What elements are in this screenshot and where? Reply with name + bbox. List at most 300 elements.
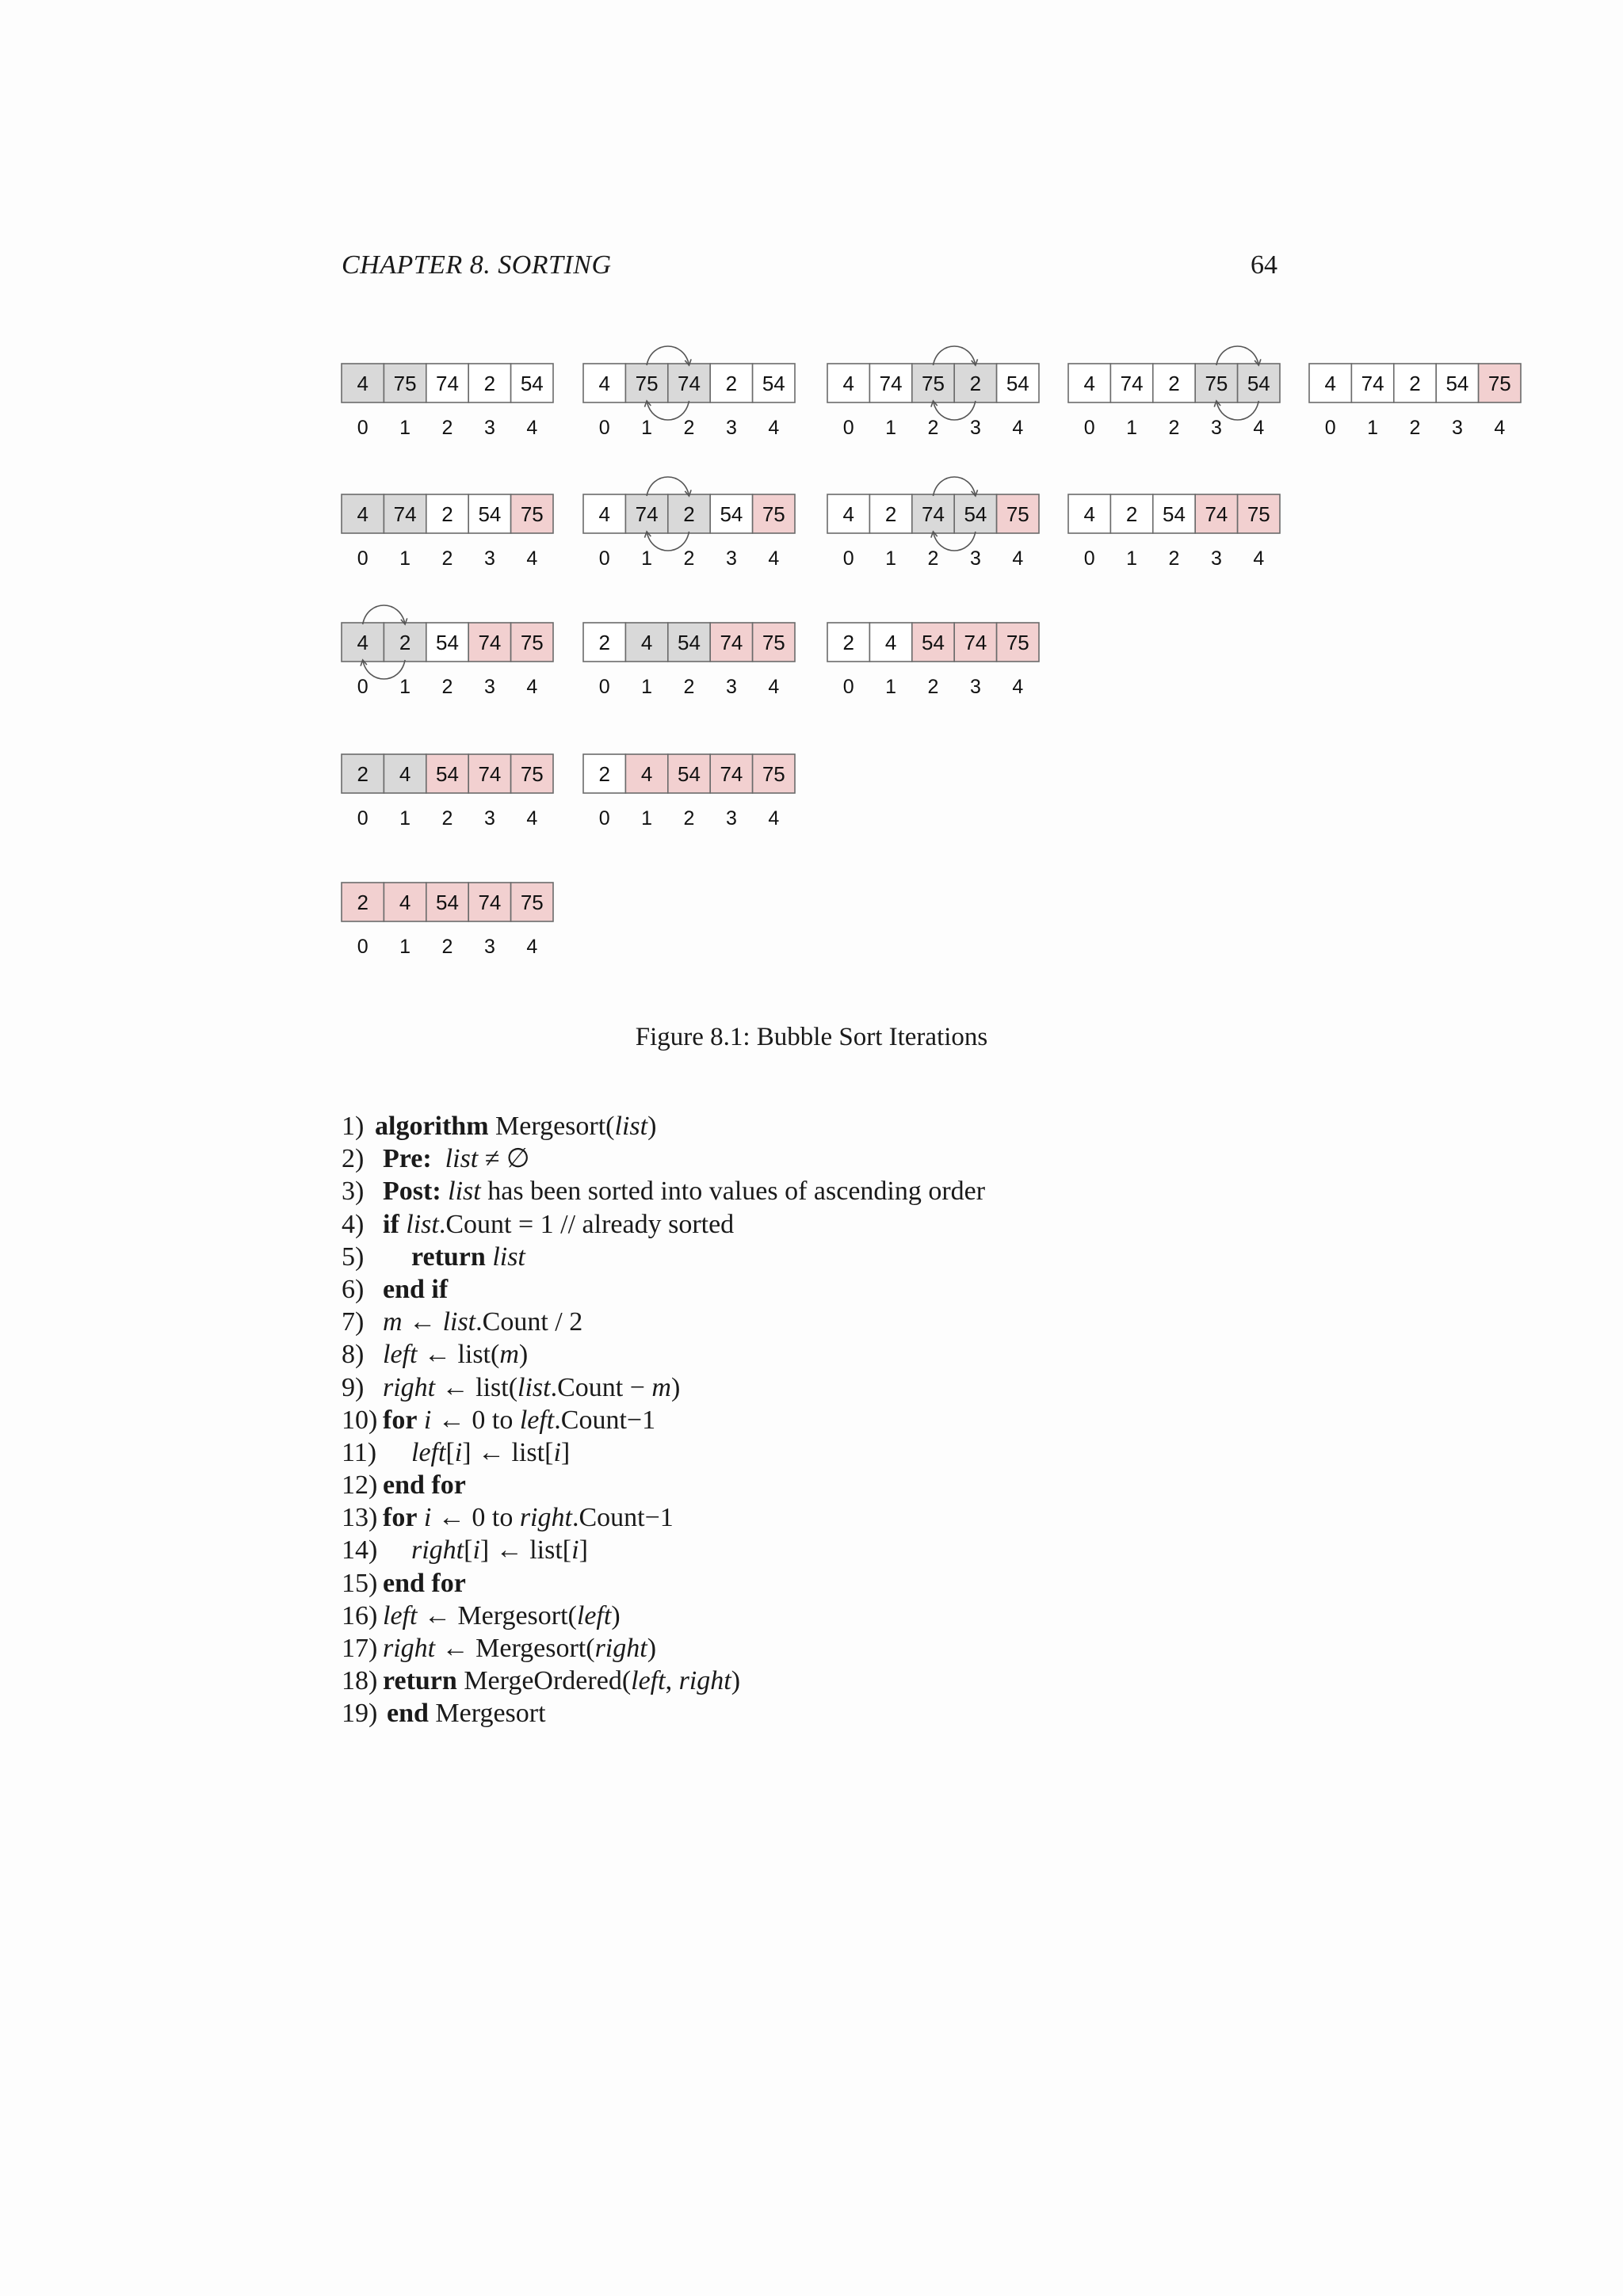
array-cell-value: 4 [884, 631, 897, 654]
array-cell-value: 2 [399, 631, 411, 654]
array-cell-value: 2 [683, 502, 695, 526]
array-index-label: 2 [683, 676, 695, 698]
array-index-label: 3 [1210, 547, 1222, 570]
array-index-label: 3 [725, 547, 737, 570]
algorithm-line [342, 1436, 1372, 1469]
array-index-label: 1 [641, 547, 653, 570]
array-cell-value: 2 [357, 762, 369, 786]
line-number: 4) [342, 1209, 365, 1239]
algorithm-line [342, 1697, 1372, 1730]
array-cell-value: 2 [884, 502, 897, 526]
array-index-label: 4 [526, 807, 538, 830]
array-index-label: 4 [1494, 417, 1506, 439]
array-cell-value: 75 [393, 372, 417, 395]
array-cell-value: 54 [1445, 372, 1469, 395]
array-index-label: 2 [927, 547, 939, 570]
array-cell-value: 74 [393, 502, 417, 526]
array-index-label: 3 [1210, 417, 1222, 439]
array-cell-value: 75 [520, 631, 544, 654]
code-text: ] ← list[ [479, 1535, 572, 1566]
array-cell-value: 54 [762, 372, 785, 395]
code-text: .Count−1 [571, 1503, 674, 1533]
line-body [411, 1241, 525, 1273]
array-cell-value: 2 [598, 762, 610, 786]
line-body [383, 1632, 656, 1665]
code-text: , [665, 1666, 679, 1696]
array-cell-value: 4 [399, 762, 411, 786]
keyword: for [383, 1503, 418, 1533]
mergesort-algorithm [342, 1110, 1372, 1730]
array-index-label: 3 [483, 676, 495, 698]
array-cell-value: 74 [478, 631, 502, 654]
array-index-label: 4 [1012, 547, 1024, 570]
line-body [383, 1404, 655, 1436]
array-cell-value: 2 [598, 631, 610, 654]
array-index-label: 3 [969, 417, 981, 439]
array-cell-value: 75 [762, 502, 785, 526]
variable: list [448, 1177, 481, 1207]
variable: i [423, 1405, 432, 1435]
algorithm-line [342, 1665, 1372, 1697]
array-index-label: 1 [641, 417, 653, 439]
algorithm-line [342, 1208, 1372, 1241]
array-index-label: 0 [1083, 547, 1095, 570]
code-text: ← 0 to [431, 1405, 520, 1435]
variable: left [411, 1437, 446, 1467]
line-body [383, 1371, 680, 1404]
array-cell-value: 74 [635, 502, 659, 526]
variable: i [553, 1437, 561, 1467]
array-index-label: 0 [598, 547, 610, 570]
algorithm-line [342, 1273, 1372, 1306]
line-number: 18) [342, 1666, 378, 1696]
line-number: 3) [342, 1177, 365, 1207]
swap-arrow-top [1216, 346, 1258, 365]
variable: right [519, 1503, 572, 1533]
array-index-label: 0 [598, 807, 610, 830]
keyword: Pre: [383, 1144, 432, 1174]
array-cell-value: 4 [357, 631, 369, 654]
code-text: .Count = 1 // already sorted [438, 1209, 735, 1239]
code-text: ← list( [435, 1372, 518, 1402]
array-cell-value: 54 [478, 502, 502, 526]
swap-arrow-bottom [934, 401, 976, 420]
line-body [411, 1436, 570, 1469]
array-cell-value: 2 [969, 372, 982, 395]
array-cell-value: 4 [598, 502, 610, 526]
array-index-label: 2 [927, 676, 939, 698]
array-index-label: 4 [526, 547, 538, 570]
code-text [441, 1177, 449, 1206]
array-index-label: 2 [441, 807, 453, 830]
line-body [383, 1469, 466, 1501]
algorithm-line [342, 1501, 1372, 1534]
line-number: 9) [342, 1372, 365, 1402]
array-index-label: 3 [1451, 417, 1463, 439]
array-index-label: 3 [969, 547, 981, 570]
line-number: 16) [342, 1600, 378, 1630]
array-cell-value: 74 [1120, 372, 1144, 395]
array-index-label: 0 [357, 676, 369, 698]
array-state [1068, 346, 1280, 439]
array-cell-value: 2 [1125, 502, 1138, 526]
array-cell-value: 2 [725, 372, 738, 395]
algorithm-line [342, 1142, 1372, 1175]
swap-arrow-top [934, 477, 976, 496]
array-index-label: 0 [357, 936, 369, 958]
code-text: Mergesort( [488, 1112, 615, 1141]
array-cell-value: 75 [520, 891, 544, 914]
code-text: ← Mergesort( [435, 1634, 595, 1663]
variable: right [594, 1634, 647, 1663]
keyword: end for [383, 1470, 466, 1501]
array-index-label: 3 [483, 936, 495, 958]
variable: list [445, 1144, 479, 1174]
array-cell-value: 4 [842, 372, 854, 395]
line-body [383, 1306, 582, 1338]
code-text: ) [731, 1666, 741, 1696]
code-text [417, 1405, 424, 1435]
array-cell-value: 54 [1006, 372, 1029, 395]
chapter-header: CHAPTER 8. SORTING [342, 250, 612, 280]
array-index-label: 4 [526, 417, 538, 439]
variable: i [472, 1535, 480, 1566]
keyword: for [383, 1405, 418, 1435]
code-text: ) [518, 1340, 529, 1370]
variable: left [576, 1600, 612, 1630]
array-cell-value: 74 [922, 502, 945, 526]
code-text: ] ← list[ [462, 1437, 554, 1467]
array-index-label: 2 [683, 807, 695, 830]
variable: right [383, 1372, 436, 1402]
variable: list [406, 1209, 439, 1239]
array-index-label: 1 [399, 547, 411, 570]
array-index-label: 2 [441, 547, 453, 570]
array-cell-value: 75 [762, 762, 785, 786]
code-text: .Count − [550, 1372, 652, 1402]
array-cell-value: 75 [1006, 631, 1029, 654]
array-index-label: 4 [768, 547, 780, 570]
array-cell-value: 74 [436, 372, 459, 395]
swap-arrow-top [363, 605, 405, 624]
code-text: ≠ ∅ [478, 1144, 530, 1174]
variable: i [423, 1503, 432, 1533]
array-index-label: 4 [768, 676, 780, 698]
line-number: 13) [342, 1503, 378, 1533]
array-cell-value: 54 [964, 502, 987, 526]
algorithm-line [342, 1469, 1372, 1501]
array-index-label: 1 [885, 547, 897, 570]
array-cell-value: 74 [478, 762, 502, 786]
array-state [583, 477, 795, 570]
array-cell-value: 74 [1205, 502, 1228, 526]
array-cell-value: 4 [640, 762, 653, 786]
array-cell-value: 75 [1247, 502, 1270, 526]
array-index-label: 1 [399, 676, 411, 698]
variable: list [492, 1241, 525, 1272]
array-state [342, 605, 553, 698]
keyword: algorithm [375, 1112, 489, 1141]
code-text [399, 1210, 407, 1239]
variable: i [454, 1437, 463, 1467]
code-text: has been sorted into values of ascending order [480, 1177, 986, 1207]
array-cell-value: 4 [1083, 502, 1095, 526]
array-cell-value: 2 [842, 631, 854, 654]
variable: m [651, 1372, 671, 1402]
array-cell-value: 75 [1006, 502, 1029, 526]
array-state [342, 364, 553, 439]
swap-arrow-top [647, 477, 689, 496]
array-cell-value: 75 [635, 372, 659, 395]
array-index-label: 3 [725, 807, 737, 830]
array-cell-value: 54 [1163, 502, 1186, 526]
array-cell-value: 4 [357, 502, 369, 526]
array-index-label: 3 [969, 676, 981, 698]
code-text: ← 0 to [431, 1503, 520, 1533]
array-index-label: 0 [842, 547, 854, 570]
array-index-label: 1 [399, 417, 411, 439]
line-number: 14) [342, 1535, 378, 1566]
array-index-label: 2 [441, 936, 453, 958]
line-body [383, 1501, 674, 1534]
array-index-label: 1 [885, 676, 897, 698]
line-body [383, 1567, 466, 1600]
swap-arrow-bottom [647, 401, 689, 420]
line-body [383, 1175, 985, 1207]
array-state [583, 754, 795, 830]
variable: i [571, 1535, 579, 1566]
page-number: 64 [1251, 250, 1277, 280]
array-index-label: 0 [598, 417, 610, 439]
algorithm-line [342, 1632, 1372, 1665]
array-cell-value: 54 [678, 762, 701, 786]
code-text: ) [611, 1600, 621, 1630]
code-text: Mergesort [428, 1699, 546, 1729]
array-cell-value: 54 [922, 631, 945, 654]
code-text: ← [402, 1307, 443, 1337]
figure-caption: Figure 8.1: Bubble Sort Iterations [635, 1023, 988, 1051]
array-cell-value: 2 [1409, 372, 1421, 395]
line-body [383, 1142, 530, 1175]
variable: right [411, 1535, 464, 1566]
algorithm-line [342, 1600, 1372, 1632]
array-state [1068, 494, 1280, 570]
array-cell-value: 75 [762, 631, 785, 654]
algorithm-line [342, 1338, 1372, 1371]
code-text: ] [560, 1437, 571, 1467]
array-index-label: 2 [1409, 417, 1421, 439]
array-cell-value: 4 [1324, 372, 1336, 395]
array-state [1309, 364, 1521, 439]
swap-arrow-bottom [363, 660, 405, 679]
array-cell-value: 54 [678, 631, 701, 654]
variable: m [499, 1340, 519, 1370]
line-body [383, 1600, 621, 1632]
line-body [387, 1697, 546, 1730]
array-index-label: 0 [357, 547, 369, 570]
code-text: .Count / 2 [475, 1307, 583, 1337]
array-cell-value: 75 [520, 502, 544, 526]
array-cell-value: 4 [1083, 372, 1095, 395]
array-state [342, 754, 553, 830]
array-index-label: 3 [483, 547, 495, 570]
code-text: MergeOrdered( [456, 1666, 632, 1696]
bubble-sort-diagram [0, 0, 1623, 1030]
array-index-label: 2 [683, 547, 695, 570]
array-index-label: 4 [768, 807, 780, 830]
array-index-label: 4 [1253, 547, 1265, 570]
array-index-label: 4 [1253, 417, 1265, 439]
line-number: 6) [342, 1274, 365, 1304]
variable: right [383, 1634, 436, 1663]
keyword: end if [383, 1274, 449, 1304]
keyword: Post: [383, 1177, 441, 1207]
array-index-label: 1 [641, 807, 653, 830]
variable: left [383, 1600, 418, 1630]
array-cell-value: 2 [483, 372, 496, 395]
array-index-label: 1 [399, 807, 411, 830]
code-text: .Count−1 [554, 1405, 656, 1435]
array-cell-value: 54 [436, 762, 459, 786]
line-number: 1) [342, 1112, 365, 1141]
array-cell-value: 4 [842, 502, 854, 526]
line-number: 11) [342, 1437, 377, 1467]
array-cell-value: 75 [520, 762, 544, 786]
variable: list [442, 1307, 476, 1337]
algorithm-line [342, 1567, 1372, 1600]
array-index-label: 0 [357, 417, 369, 439]
variable: left [383, 1340, 418, 1370]
array-cell-value: 74 [720, 631, 743, 654]
array-index-label: 3 [725, 676, 737, 698]
algorithm-line [342, 1110, 1372, 1142]
array-state [583, 346, 795, 439]
line-number: 2) [342, 1144, 365, 1174]
array-state [342, 494, 553, 570]
code-text: ) [647, 1634, 657, 1663]
code-text: ) [670, 1372, 681, 1402]
swap-arrow-bottom [934, 532, 976, 551]
array-index-label: 2 [683, 417, 695, 439]
array-cell-value: 2 [441, 502, 453, 526]
variable: m [383, 1307, 403, 1337]
line-body [383, 1208, 734, 1241]
swap-arrow-bottom [647, 532, 689, 551]
keyword: end [387, 1699, 429, 1729]
array-state [342, 883, 553, 958]
algorithm-line [342, 1534, 1372, 1566]
line-number: 19) [342, 1699, 378, 1729]
array-state [583, 623, 795, 698]
array-index-label: 0 [598, 676, 610, 698]
swap-arrow-bottom [1216, 401, 1258, 420]
variable: list [517, 1372, 551, 1402]
variable: left [519, 1405, 555, 1435]
keyword: if [383, 1209, 399, 1239]
array-cell-value: 2 [357, 891, 369, 914]
array-state [827, 477, 1039, 570]
algorithm-line [342, 1306, 1372, 1338]
line-number: 12) [342, 1470, 378, 1501]
code-text: ] [579, 1535, 588, 1566]
code-text: [ [445, 1437, 455, 1467]
code-text: ) [647, 1112, 657, 1141]
array-cell-value: 4 [399, 891, 411, 914]
line-number: 15) [342, 1568, 378, 1598]
array-cell-value: 54 [436, 631, 459, 654]
code-text: [ [464, 1535, 473, 1566]
array-cell-value: 4 [640, 631, 653, 654]
swap-arrow-top [934, 346, 976, 365]
line-number: 5) [342, 1241, 365, 1272]
keyword: return [411, 1241, 486, 1272]
array-cell-value: 74 [1361, 372, 1384, 395]
line-number: 7) [342, 1307, 365, 1337]
array-index-label: 4 [526, 936, 538, 958]
array-cell-value: 75 [1487, 372, 1511, 395]
array-index-label: 2 [1168, 417, 1180, 439]
line-number: 17) [342, 1634, 378, 1663]
line-body [383, 1273, 448, 1306]
code-text: ← list( [417, 1340, 500, 1370]
array-index-label: 4 [526, 676, 538, 698]
array-cell-value: 54 [1247, 372, 1270, 395]
array-index-label: 0 [357, 807, 369, 830]
array-index-label: 0 [842, 676, 854, 698]
array-cell-value: 54 [720, 502, 743, 526]
array-index-label: 4 [768, 417, 780, 439]
array-index-label: 3 [483, 807, 495, 830]
array-cell-value: 74 [678, 372, 701, 395]
bubble-sort-figure [0, 0, 1623, 1030]
array-index-label: 2 [1168, 547, 1180, 570]
array-cell-value: 75 [922, 372, 945, 395]
algorithm-line [342, 1404, 1372, 1436]
array-index-label: 2 [441, 417, 453, 439]
array-cell-value: 54 [520, 372, 544, 395]
line-body [411, 1534, 588, 1566]
array-cell-value: 4 [598, 372, 610, 395]
array-cell-value: 74 [879, 372, 903, 395]
array-index-label: 1 [399, 936, 411, 958]
array-index-label: 0 [842, 417, 854, 439]
array-index-label: 0 [1083, 417, 1095, 439]
array-cell-value: 74 [478, 891, 502, 914]
variable: right [678, 1666, 731, 1696]
array-cell-value: 54 [436, 891, 459, 914]
algorithm-line [342, 1371, 1372, 1404]
keyword: end for [383, 1568, 466, 1598]
code-text: ← Mergesort( [417, 1600, 577, 1630]
array-index-label: 2 [927, 417, 939, 439]
array-cell-value: 75 [1205, 372, 1228, 395]
array-cell-value: 2 [1168, 372, 1180, 395]
array-index-label: 1 [641, 676, 653, 698]
line-number: 10) [342, 1405, 378, 1435]
array-index-label: 3 [725, 417, 737, 439]
array-index-label: 2 [441, 676, 453, 698]
array-index-label: 1 [885, 417, 897, 439]
array-index-label: 0 [1324, 417, 1336, 439]
line-body [375, 1110, 656, 1142]
array-cell-value: 4 [357, 372, 369, 395]
algorithm-line [342, 1175, 1372, 1207]
array-index-label: 1 [1126, 547, 1138, 570]
variable: left [631, 1666, 666, 1696]
array-cell-value: 74 [720, 762, 743, 786]
array-index-label: 4 [1012, 417, 1024, 439]
variable: list [614, 1112, 648, 1141]
